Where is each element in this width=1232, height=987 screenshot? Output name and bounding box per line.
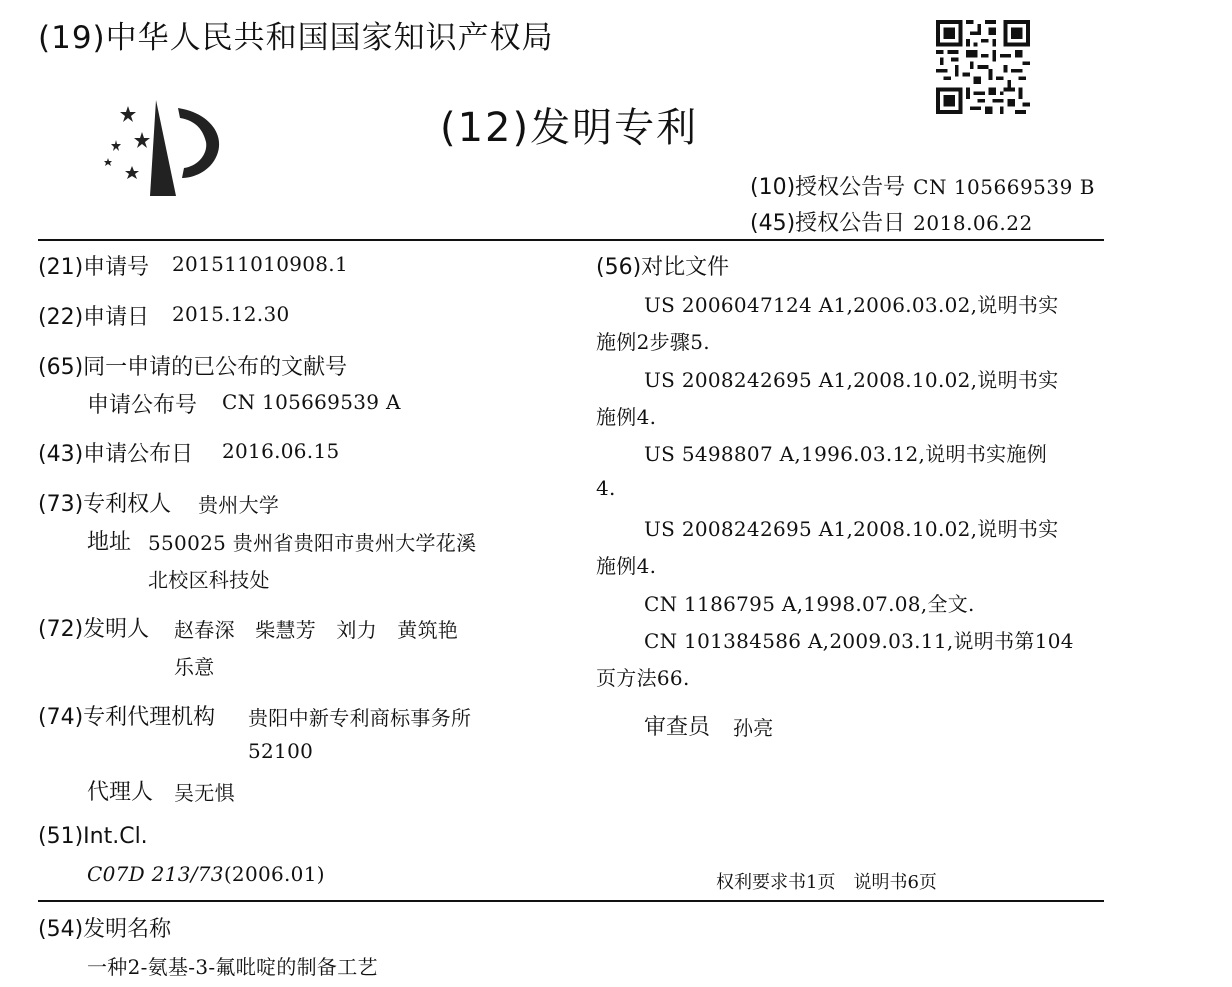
header-divider <box>38 239 1104 241</box>
reference-line: US 2008242695 A1,2008.10.02,说明书实 <box>644 368 1059 392</box>
agency-label: (74)专利代理机构 <box>38 705 216 730</box>
same-application-label: (65)同一申请的已公布的文献号 <box>38 355 348 380</box>
page-count: 权利要求书1页 说明书6页 <box>716 872 937 893</box>
examiner-label: 审查员 <box>644 715 711 740</box>
ipc-classification <box>87 862 325 886</box>
document-kind-title: (12)发明专利 <box>440 105 699 151</box>
agent: 吴无惧 <box>174 781 235 805</box>
publication-date: 2016.06.15 <box>222 439 340 463</box>
issuing-office: (19)中华人民共和国国家知识产权局 <box>38 20 554 56</box>
agency-code: 52100 <box>248 739 314 763</box>
reference-line: 4. <box>596 476 616 500</box>
agency-name: 贵阳中新专利商标事务所 <box>248 706 472 730</box>
publication-number-label: 申请公布号 <box>87 393 198 418</box>
cnipa-emblem-icon <box>98 96 236 204</box>
cited-references-label: (56)对比文件 <box>596 255 730 280</box>
reference-line: 施例4. <box>596 405 657 429</box>
grant-number: CN 105669539 B <box>913 175 1095 199</box>
application-date: 2015.12.30 <box>172 302 290 326</box>
reference-line: CN 1186795 A,1998.07.08,全文. <box>644 592 975 616</box>
inventors-label: (72)发明人 <box>38 617 150 642</box>
inventors-line-1: 赵春深 柴慧芳 刘力 黄筑艳 <box>174 618 459 642</box>
title-divider <box>38 900 1104 902</box>
application-date-label: (22)申请日 <box>38 305 150 330</box>
grant-date-row <box>750 206 1033 237</box>
grant-number-row <box>750 170 1095 201</box>
address-line-2: 北校区科技处 <box>148 568 270 592</box>
invention-title: 一种2-氨基-3-氟吡啶的制备工艺 <box>87 955 378 979</box>
reference-line: CN 101384586 A,2009.03.11,说明书第104 <box>644 629 1074 653</box>
invention-title-label: (54)发明名称 <box>38 917 172 942</box>
examiner: 孙亮 <box>733 716 774 740</box>
grant-date: 2018.06.22 <box>913 211 1033 235</box>
reference-line: 页方法66. <box>596 666 690 690</box>
reference-line: US 2006047124 A1,2006.03.02,说明书实 <box>644 293 1059 317</box>
reference-line: 施例4. <box>596 554 657 578</box>
application-number-label: (21)申请号 <box>38 255 150 280</box>
agent-label: 代理人 <box>87 780 154 805</box>
application-number: 201511010908.1 <box>172 252 348 276</box>
publication-number: CN 105669539 A <box>222 390 401 414</box>
inventors-line-2: 乐意 <box>174 655 215 679</box>
qr-code-icon <box>936 20 1030 114</box>
address-label: 地址 <box>87 530 132 555</box>
ipc-label: (51)Int.Cl. <box>38 824 148 849</box>
ipc-version: (2006.01) <box>223 862 325 886</box>
reference-line: 施例2步骤5. <box>596 330 710 354</box>
patentee: 贵州大学 <box>198 493 280 517</box>
address-line-1: 550025 贵州省贵阳市贵州大学花溪 <box>148 531 477 555</box>
reference-line: US 2008242695 A1,2008.10.02,说明书实 <box>644 517 1059 541</box>
reference-line: US 5498807 A,1996.03.12,说明书实施例 <box>644 442 1048 466</box>
publication-date-label: (43)申请公布日 <box>38 442 194 467</box>
patentee-label: (73)专利权人 <box>38 492 172 517</box>
grant-date-label: (45)授权公告日 <box>750 211 906 236</box>
ipc-code: C07D 213/73 <box>87 862 224 886</box>
grant-number-label: (10)授权公告号 <box>750 175 906 200</box>
